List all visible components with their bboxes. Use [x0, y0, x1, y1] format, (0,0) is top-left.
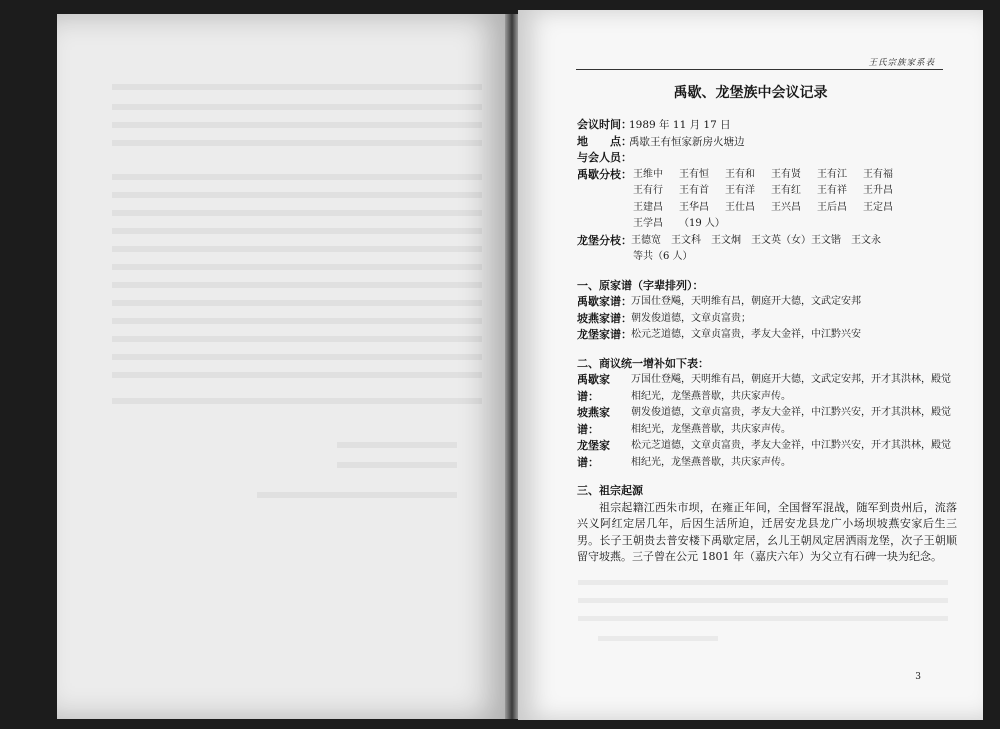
branch-longbao-names: 王德宽 王文科 王文炯 王文英（女）王文锴 王文永 — [631, 234, 881, 246]
page-number: 3 — [915, 672, 921, 682]
meeting-place-value: 禹歇王有恒家新房火塘边 — [629, 135, 745, 148]
names-line: 王学昌 （19 人） — [633, 218, 725, 229]
branch-longbao-label: 龙堡分枝： — [577, 233, 632, 247]
branch-longbao-count: 等共（6 人） — [633, 251, 693, 262]
left-page — [57, 14, 507, 719]
names-line: 王有行 王有首 王有洋 王有红 王有祥 王升昌 — [633, 185, 893, 196]
section1-row: 禹歇家谱： 万国仕登飚，天明维有昌，朝庭开大德，文武定安邦 — [577, 295, 861, 308]
branch-yuxie-label: 禹歇分枝： — [577, 167, 632, 181]
right-page — [518, 10, 983, 720]
names-line: 王建昌 王华昌 王仕昌 王兴昌 王后昌 王定昌 — [633, 201, 893, 213]
meeting-record — [577, 117, 957, 566]
meeting-time-row — [577, 117, 957, 134]
section1-row: 龙堡家谱： 松元芝道德，文章贞富贵，孝友大金祥，中江黔兴安 — [577, 328, 861, 341]
page-title: 禹歇、龙堡族中会议记录 — [673, 85, 828, 101]
branch-longbao-row — [577, 233, 957, 250]
section1-heading: 一、原家谱（字辈排列）： — [577, 278, 704, 292]
meeting-time-value: 1989 年 11 月 17 日 — [629, 119, 731, 131]
header-rule — [576, 69, 943, 70]
section2-heading: 二、商议统一增补如下表： — [577, 356, 709, 370]
section1-row: 坡燕家谱： 朝发俊道德，文章贞富贵； — [577, 311, 751, 325]
section2-row: 坡燕家谱： 朝发俊道德，文章贞富贵，孝友大金祥，中江黔兴安，开才其洪林，殿觉相纪光，龙堡燕普歇，共庆家声传。 — [577, 406, 951, 436]
section3-paragraph: 祖宗起籍江西朱市坝，在雍正年间，全国督军混战，随军到贵州后，流落兴义阿红定居几年，后因生活所迫，迁居安龙县龙广小场坝坡燕安家后生三男。长子王朝贵去普安楼下禹歇定居，幺儿王朝凤定居洒雨龙堡，次子王朝顺留守坡燕。三子曾在公元 1801 年（嘉庆六年）为父立有石碑一块为纪念。 — [577, 500, 957, 563]
section2-row: 龙堡家谱： 松元芝道德，文章贞富贵，孝友大金祥，中江黔兴安，开才其洪林，殿觉相纪光，龙堡燕普歇，共庆家声传。 — [577, 439, 951, 469]
attendees-label: 与会人员： — [577, 151, 632, 164]
branch-yuxie-names — [633, 167, 957, 233]
meeting-place-label: 地 点： — [577, 134, 632, 148]
names-line: 王维中 王有恒 王有和 王有贤 王有江 王有福 — [633, 168, 893, 180]
section2-row: 禹歇家谱： 万国仕登飚，天明维有昌，朝庭开大德，文武定安邦，开才其洪林，殿觉相纪光，龙堡燕普歇，共庆家声传。 — [577, 373, 951, 403]
book-gutter — [505, 14, 519, 719]
attendees-row — [577, 150, 957, 167]
running-header: 王氏宗族家系表 — [868, 58, 935, 68]
section3-heading: 三、祖宗起源 — [577, 484, 643, 497]
meeting-place-row — [577, 134, 957, 151]
meeting-time-label: 会议时间： — [577, 118, 632, 131]
